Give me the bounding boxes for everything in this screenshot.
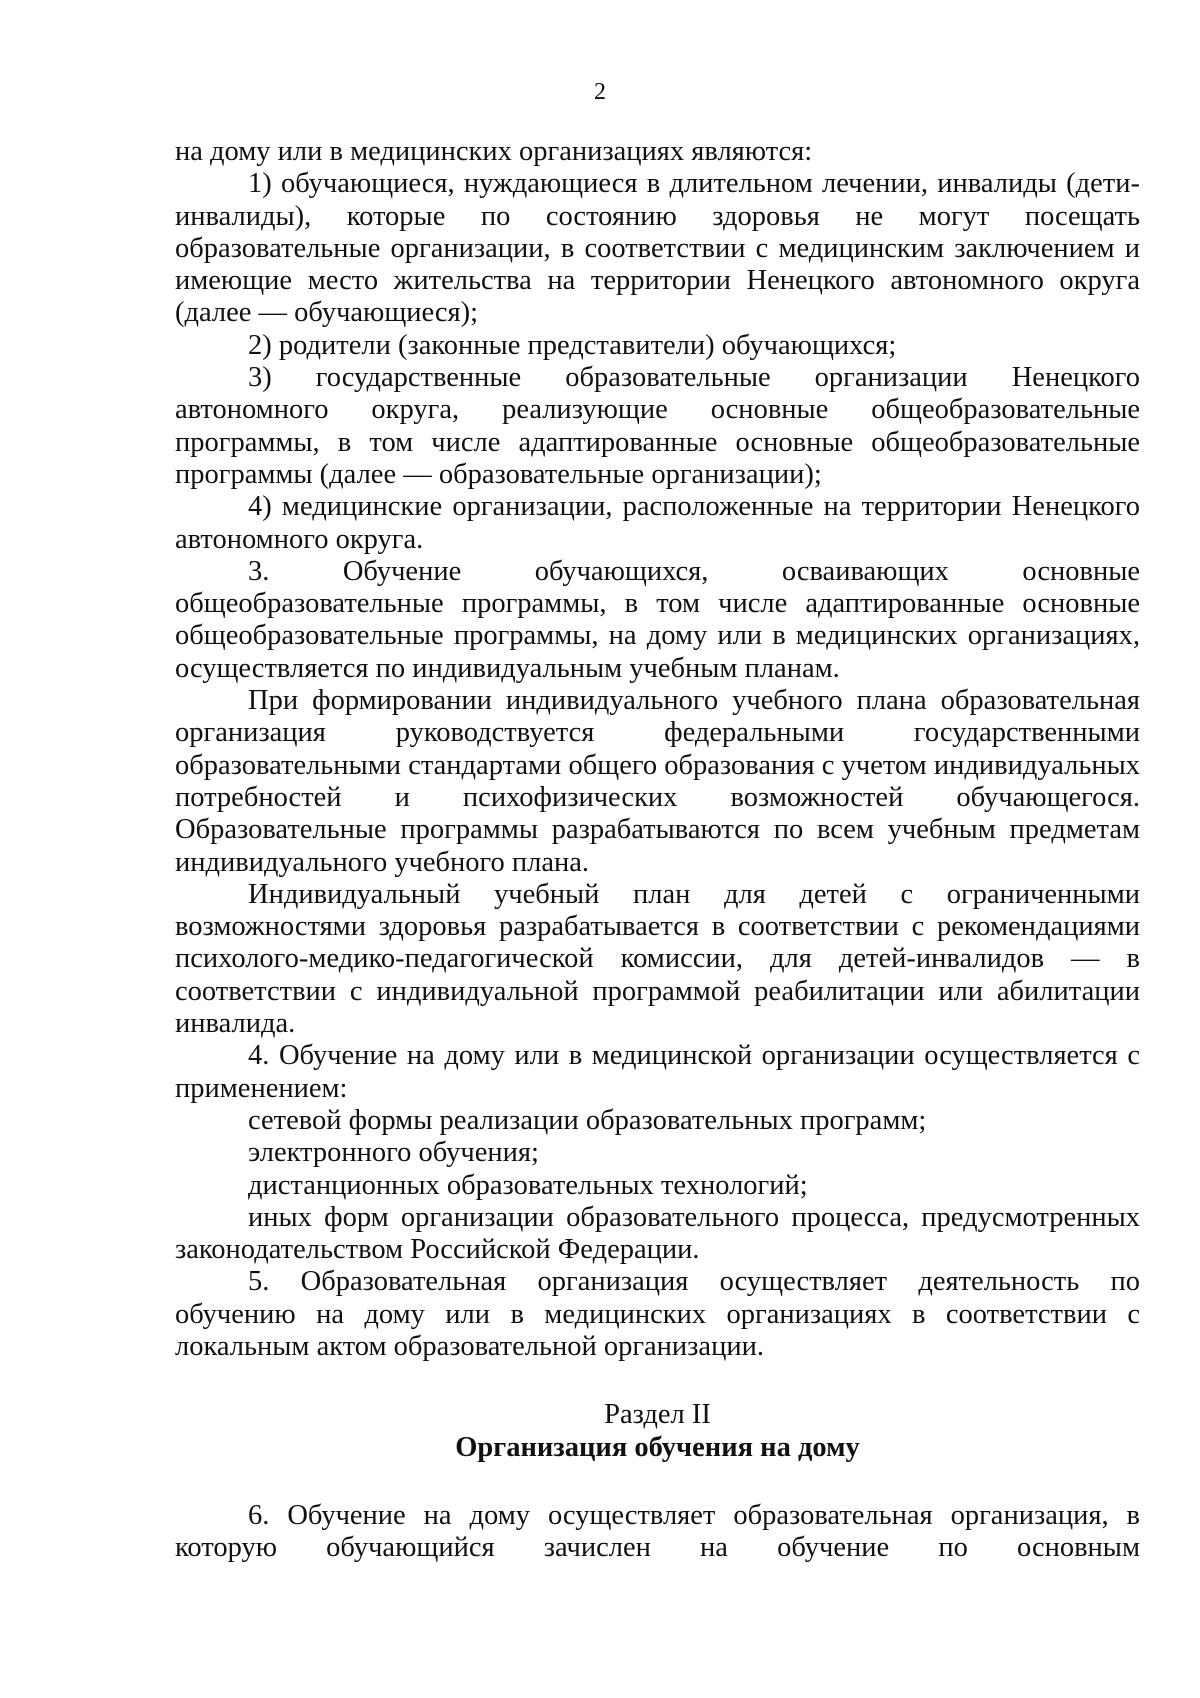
paragraph: 5. Образовательная организация осуществляет деятельность по обучению на дому или в медицинских организациях в соответствии с локальным актом образовательной организации. bbox=[175, 1266, 1140, 1362]
section-label: Раздел II bbox=[604, 1399, 711, 1431]
section-title: Организация обучения на дому bbox=[455, 1431, 860, 1463]
paragraph: 3) государственные образовательные организации Ненецкого автономного округа, реализующие основные общеобразовательные программы, в том числе адаптированные основные общеобразовательные программы (далее — образовательные организации); bbox=[175, 362, 1140, 490]
list-item: иных форм организации образовательного процесса, предусмотренных законодательством Российской Федерации. bbox=[175, 1201, 1140, 1266]
paragraph: 4) медицинские организации, расположенные на территории Ненецкого автономного округа. bbox=[175, 491, 1140, 555]
list-item: электронного обучения; bbox=[248, 1137, 539, 1169]
section-heading bbox=[175, 1399, 1140, 1464]
list-item: дистанционных образовательных технологий; bbox=[248, 1169, 808, 1201]
paragraph: При формировании индивидуального учебного плана образовательная организация руководствуется федеральными государственными образовательными стандартами общего образования с учетом индивидуальных потребностей и психофизических возможностей обучающегося. Образовательные программы разрабатываются по всем учебным предметам индивидуального учебного плана. bbox=[175, 685, 1140, 878]
paragraph: 1) обучающиеся, нуждающиеся в длительном лечении, инвалиды (дети-инвалиды), которые по состоянию здоровья не могут посещать образовательные организации, в соответствии с медицинским заключением и имеющие место жительства на территории Ненецкого автономного округа (далее — обучающиеся); bbox=[175, 168, 1140, 329]
paragraph: Индивидуальный учебный план для детей с ограниченными возможностями здоровья разрабатывается в соответствии с рекомендациями психолого-медико-педагогической комиссии, для детей-инвалидов — в соответствии с индивидуальной программой реабилитации или абилитации инвалида. bbox=[175, 878, 1140, 1040]
paragraph: 4. Обучение на дому или в медицинской организации осуществляется с применением: bbox=[175, 1040, 1140, 1104]
paragraph: 3. Обучение обучающихся, осваивающих основные общеобразовательные программы, в том числе адаптированные основные общеобразовательные программы, на дому или в медицинских организациях, осуществляется по индивидуальным учебным планам. bbox=[175, 555, 1140, 684]
document-body bbox=[175, 136, 1140, 1564]
paragraph: 6. Обучение на дому осуществляет образовательная организация, в которую обучающийся зачислен на обучение по основным bbox=[175, 1499, 1140, 1564]
list-item: сетевой формы реализации образовательных программ; bbox=[248, 1104, 927, 1136]
paragraph: на дому или в медицинских организациях являются: bbox=[175, 136, 813, 167]
paragraph: 2) родители (законные представители) обучающихся; bbox=[248, 329, 897, 361]
page-number: 2 bbox=[594, 79, 606, 105]
